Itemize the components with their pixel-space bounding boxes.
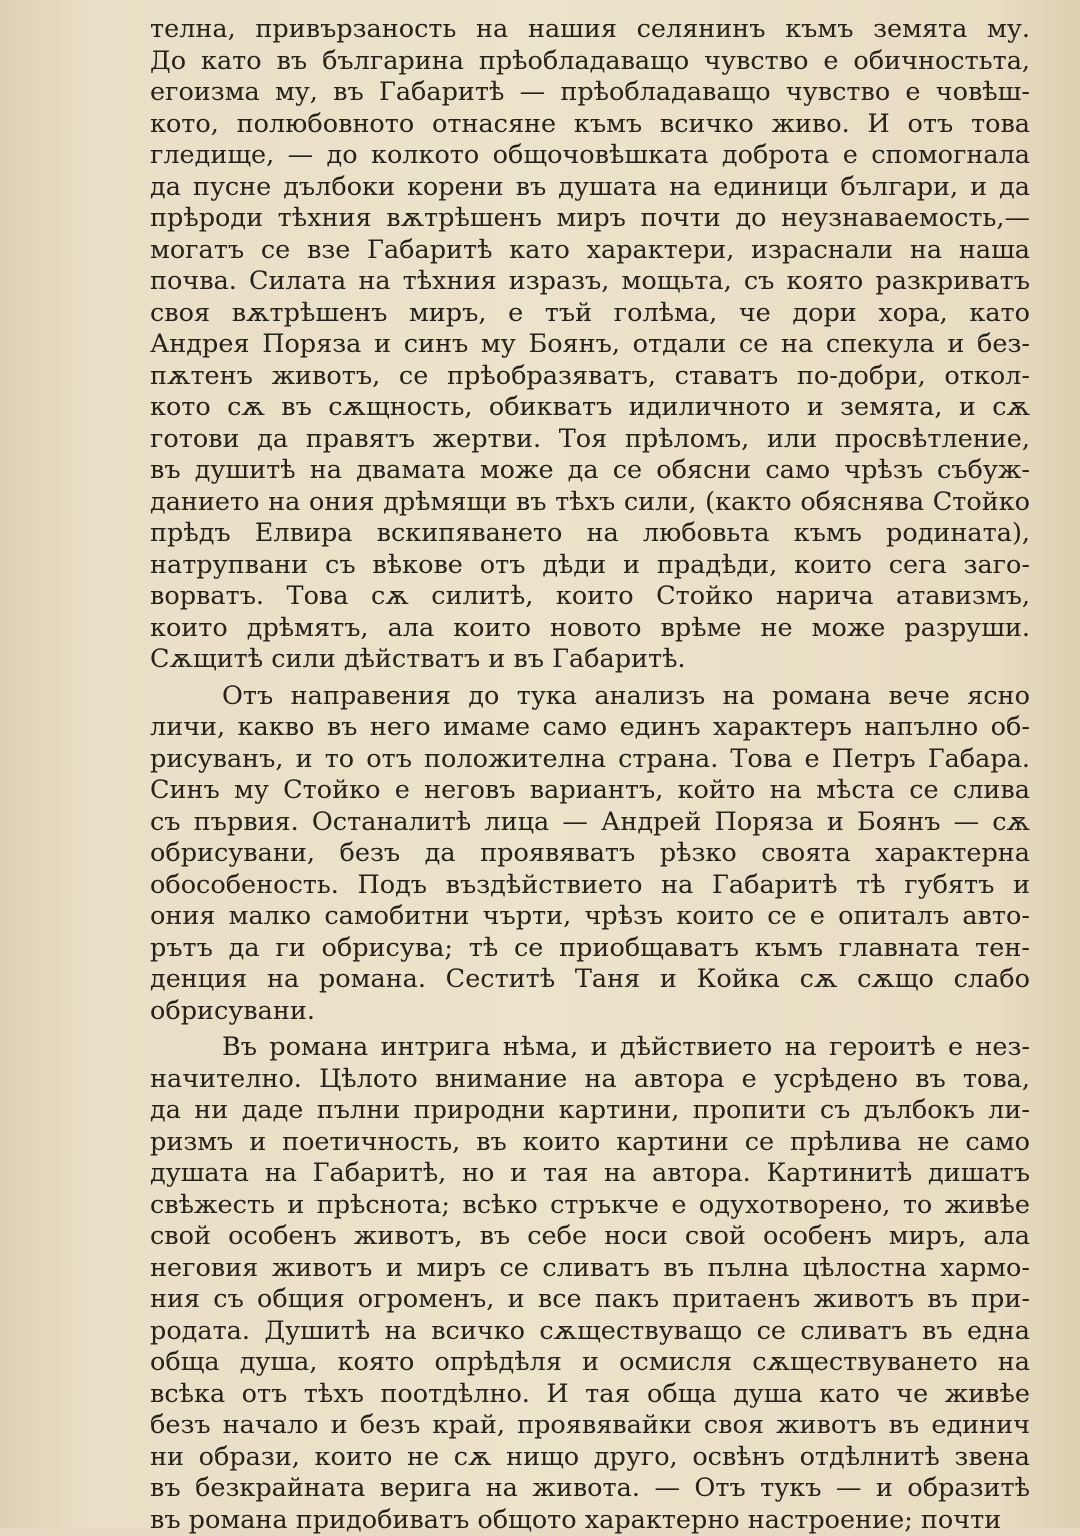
text-line: душата на Габаритѣ, но и тая на автора. Картинитѣ дишатъ bbox=[150, 1158, 1030, 1190]
text-line: ризмъ и поетичность, въ които картини се прѣлива не само bbox=[150, 1127, 1030, 1159]
text-line: въ безкрайната верига на живота. — Отъ тукъ — и образитѣ bbox=[150, 1473, 1030, 1505]
text-line: кото сѫ въ сѫщность, обикватъ идиличното и земята, и сѫ bbox=[150, 392, 1030, 424]
text-line: обособеность. Подъ въздѣйствието на Габаритѣ тѣ губятъ и bbox=[150, 870, 1030, 902]
text-line: неговия животъ и миръ се сливатъ въ пълна цѣлостна хармо- bbox=[150, 1253, 1030, 1285]
text-line: свѣжесть и прѣснота; всѣко стръкче е одухотворено, то живѣе bbox=[150, 1190, 1030, 1222]
text-line: рисуванъ, и то отъ положителна страна. Това е Петръ Габара. bbox=[150, 744, 1030, 776]
text-line: въ душитѣ на двамата може да се обясни само чрѣзъ събуж- bbox=[150, 455, 1030, 487]
text-line: които дрѣмятъ, ала които новото врѣме не може разруши. bbox=[150, 613, 1030, 645]
paragraph bbox=[150, 1032, 1030, 1536]
text-line: прѣдъ Елвира вскипяването на любовьта къмъ родината), bbox=[150, 518, 1030, 550]
text-line: пѫтенъ животъ, се прѣобразяватъ, ставатъ по-добри, откол- bbox=[150, 361, 1030, 393]
text-line: ни образи, които не сѫ нищо друго, освѣнъ отдѣлнитѣ звена bbox=[150, 1442, 1030, 1474]
text-line: почва. Силата на тѣхния изразъ, мощьта, съ която разкриватъ bbox=[150, 266, 1030, 298]
text-line: могатъ се взе Габаритѣ като характери, израснали на наша bbox=[150, 235, 1030, 267]
text-line: родата. Душитѣ на всичко сѫществуващо се сливатъ въ една bbox=[150, 1316, 1030, 1348]
text-line: обрисувани, безъ да проявяватъ рѣзко своята характерна bbox=[150, 838, 1030, 870]
text-line: да ни даде пълни природни картини, пропити съ дълбокъ ли- bbox=[150, 1095, 1030, 1127]
text-line: безъ начало и безъ край, проявявайки своя животъ въ единич bbox=[150, 1410, 1030, 1442]
text-line: До като въ българина прѣобладаващо чувство е обичностьта, bbox=[150, 46, 1030, 78]
text-line: обща душа, която опрѣдѣля и осмисля сѫществуването на bbox=[150, 1347, 1030, 1379]
text-line: натрупвани съ вѣкове отъ дѣди и прадѣди, които сега заго- bbox=[150, 550, 1030, 582]
text-line: рътъ да ги обрисува; тѣ се приобщаватъ къмъ главната тен- bbox=[150, 933, 1030, 965]
text-line: Синъ му Стойко е неговъ вариантъ, който на мѣста се слива bbox=[150, 775, 1030, 807]
text-line: да пусне дълбоки корени въ душата на единици българи, и да bbox=[150, 172, 1030, 204]
paragraph bbox=[150, 14, 1030, 676]
text-line: телна, привързаность на нашия селянинъ къмъ земята му. bbox=[150, 14, 1030, 46]
text-line: свой особенъ животъ, въ себе носи свой особенъ миръ, ала bbox=[150, 1221, 1030, 1253]
text-line: ония малко самобитни чърти, чрѣзъ които се е опиталъ авто- bbox=[150, 901, 1030, 933]
text-line: Сѫщитѣ сили дѣйстватъ и въ Габаритѣ. bbox=[150, 644, 1030, 676]
text-line: всѣка отъ тѣхъ поотдѣлно. И тая обща душа като че живѣе bbox=[150, 1379, 1030, 1411]
text-line: егоизма му, въ Габаритѣ — прѣобладаващо чувство е човѣш- bbox=[150, 77, 1030, 109]
text-line: гледище, — до колкото общочовѣшката доброта е спомогнала bbox=[150, 140, 1030, 172]
text-line: данието на ония дрѣмящи въ тѣхъ сили, (както обяснява Стойко bbox=[150, 487, 1030, 519]
text-line: обрисувани. bbox=[150, 996, 1030, 1028]
text-line: Отъ направения до тука анализъ на романа вече ясно bbox=[150, 681, 1030, 713]
text-line: кото, полюбовното отнасяне къмъ всичко живо. И отъ това bbox=[150, 109, 1030, 141]
text-line: готови да правятъ жертви. Тоя прѣломъ, или просвѣтление, bbox=[150, 424, 1030, 456]
text-line: своя вѫтрѣшенъ миръ, е тъй голѣма, че дори хора, като bbox=[150, 298, 1030, 330]
text-line: въ романа придобиватъ общото характерно настроение; почти bbox=[150, 1505, 1030, 1536]
text-line: ворватъ. Това сѫ силитѣ, които Стойко нарича атавизмъ, bbox=[150, 581, 1030, 613]
paragraph bbox=[150, 681, 1030, 1028]
text-line: денция на романа. Сеститѣ Таня и Койка сѫ сѫщо слабо bbox=[150, 964, 1030, 996]
text-line: съ първия. Останалитѣ лица — Андрей Поряза и Боянъ — сѫ bbox=[150, 807, 1030, 839]
text-line: Андрея Поряза и синъ му Боянъ, отдали се на спекула и без- bbox=[150, 329, 1030, 361]
text-line: ния съ общия огроменъ, и все пакъ притаенъ животъ въ при- bbox=[150, 1284, 1030, 1316]
text-line: прѣроди тѣхния вѫтрѣшенъ миръ почти до неузнаваемость,— bbox=[150, 203, 1030, 235]
text-line: начително. Цѣлото внимание на автора е усрѣдено въ това, bbox=[150, 1064, 1030, 1096]
page-text bbox=[150, 14, 1030, 1536]
text-line: Въ романа интрига нѣма, и дѣйствието на героитѣ е нез- bbox=[150, 1032, 1030, 1064]
text-line: личи, какво въ него имаме само единъ характеръ напълно об- bbox=[150, 712, 1030, 744]
